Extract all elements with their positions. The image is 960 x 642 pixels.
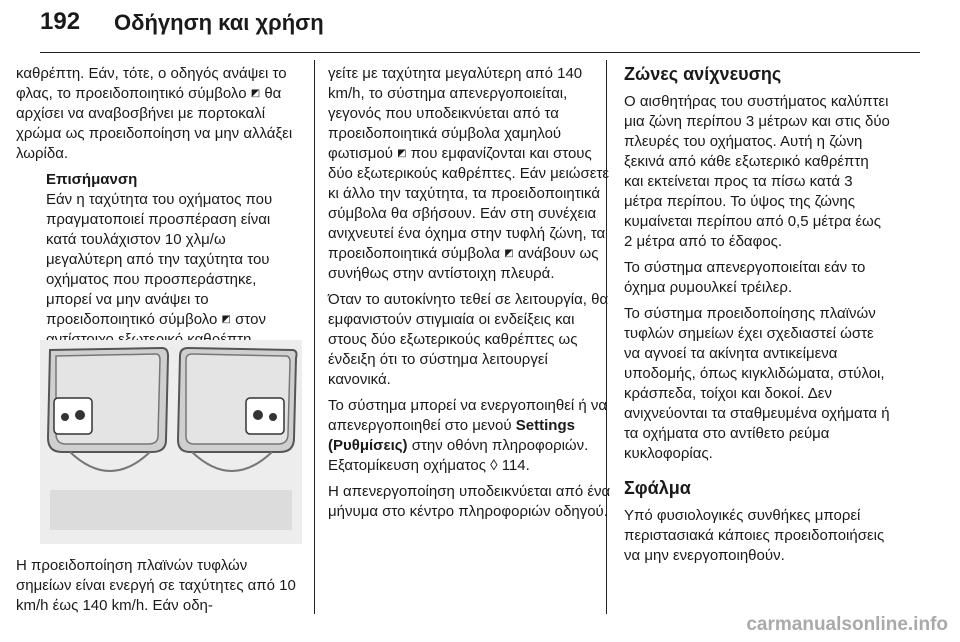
paragraph: Το σύστημα απενεργοποιείται εάν το όχημα ρυμουλκεί τρέιλερ. <box>624 259 866 296</box>
left-mirror <box>48 348 168 452</box>
note-title: Επισήμανση <box>46 171 138 188</box>
settings-menu-label: Settings (Ρυθμίσεις) <box>328 417 575 454</box>
column-1 <box>16 64 302 350</box>
paragraph: Το σύστημα μπορεί να ενεργοποιηθεί ή να απενεργοποιηθεί στο μενού Settings (Ρυθμίσεις) στην οθόνη πληροφοριών. Εξατομίκευση οχήματος ◊ 114. <box>328 397 608 474</box>
page-number: 192 <box>40 8 81 35</box>
chapter-title: Οδήγηση και χρήση <box>114 10 324 35</box>
right-mirror <box>178 348 297 452</box>
paragraph: Η απενεργοποίηση υποδεικνύεται από ένα μήνυμα στο κέντρο πληροφοριών οδηγού. <box>328 483 611 520</box>
paragraph: Ο αισθητήρας του συστήματος καλύπτει μια ζώνη περίπου 3 μέτρων και στις δύο πλευρές του οχήματος. Αυτή η ζώνη ξεκινά από κάθε εξωτερικό καθρέπτη και εκτείνεται προς τα πίσω κατά 3 μέτρα περίπου. Το ύψος της ζώνης κυμαίνεται περίπου από 0,5 μέτρα έως 2 μέτρα από το έδαφος. <box>624 93 890 250</box>
paragraph: Το σύστημα προειδοποίησης πλαϊνών τυφλών σημείων έχει σχεδιαστεί ώστε να αγνοεί τα ακίνητα αντικείμενα υποδομής, όπως κιγκλιδώματα, στύλοι, κράσπεδα, τοίχοι και δοκοί. Δεν ανιχνεύονται τα σταθμευμένα οχήματα ή τα οχήματα στο αντίθετο ρεύμα κυκλοφορίας. <box>624 305 890 462</box>
paragraph: γείτε με ταχύτητα μεγαλύτερη από 140 km/h, το σύστημα απενεργοποιείται, γεγονός που υποδεικνύεται από τα προειδοποιητικά σύμβολα χαμηλού φωτισμού ◩ που εμφανίζονται και στους δύο εξωτερικούς καθρέπτες. Εάν μειώσετε κι άλλο την ταχύτητα, τα προειδοποιητικά σύμβολα θα σβήσουν. Εάν στη συνέχεια ανιχνευτεί ένα όχημα στην τυφλή ζώνη, τα προειδοποιητικά σύμβολα ◩ ανάβουν ως συνήθως στην αντίστοιχη πλευρά. <box>328 65 610 282</box>
page-header <box>40 8 920 48</box>
paragraph: καθρέπτη. Εάν, τότε, ο οδηγός ανάψει το φλας, το προειδοποιητικό σύμβολο ◩ θα αρχίσει να αναβοσβήνει με πορτοκαλί χρώμα ως προειδοποίηση να μην αλλάξει λωρίδα. <box>16 65 293 162</box>
section-heading: Ζώνες ανίχνευσης <box>624 64 782 84</box>
blind-spot-warning-icon: ◩ <box>221 314 231 325</box>
note-box <box>46 170 302 350</box>
blind-spot-warning-icon: ◩ <box>250 88 261 99</box>
figure-caption: Η προειδοποίηση πλαϊνών τυφλών σημείων είναι ενεργή σε ταχύτητες από 10 km/h έως 140 km/h. Εάν οδη- <box>16 557 296 614</box>
blind-spot-warning-icon: ◩ <box>504 248 514 259</box>
blind-spot-warning-icon: ◩ <box>397 148 407 159</box>
column-3 <box>624 64 890 572</box>
column-divider <box>314 60 315 614</box>
watermark: carmanualsonline.info <box>746 614 948 635</box>
page-reference-link[interactable]: ◊ 114. <box>490 457 530 474</box>
paragraph: Όταν το αυτοκίνητο τεθεί σε λειτουργία, θα εμφανιστούν στιγμιαία οι ενδείξεις και στους δύο εξωτερικούς καθρέπτες ως ένδειξη ότι το σύστημα λειτουργεί κανονικά. <box>328 291 609 388</box>
mirrors-illustration <box>40 340 302 544</box>
paragraph: Υπό φυσιολογικές συνθήκες μπορεί περιστασιακά κάποιες προειδοποιήσεις να μην ενεργοποιηθούν. <box>624 507 885 564</box>
mirrors-svg <box>40 340 302 544</box>
column-2 <box>328 64 612 528</box>
note-text: Εάν η ταχύτητα του οχήματος που πραγματοποιεί προσπέραση είναι κατά τουλάχιστον 10 χλμ/ω μεγαλύτερη από την ταχύτητα του οχήματος που προσπεράστηκε, μπορεί να μην ανάψει το προειδοποιητικό σύμβολο ◩ στον <box>46 191 273 328</box>
header-rule <box>40 52 920 53</box>
section-heading: Σφάλμα <box>624 478 691 498</box>
